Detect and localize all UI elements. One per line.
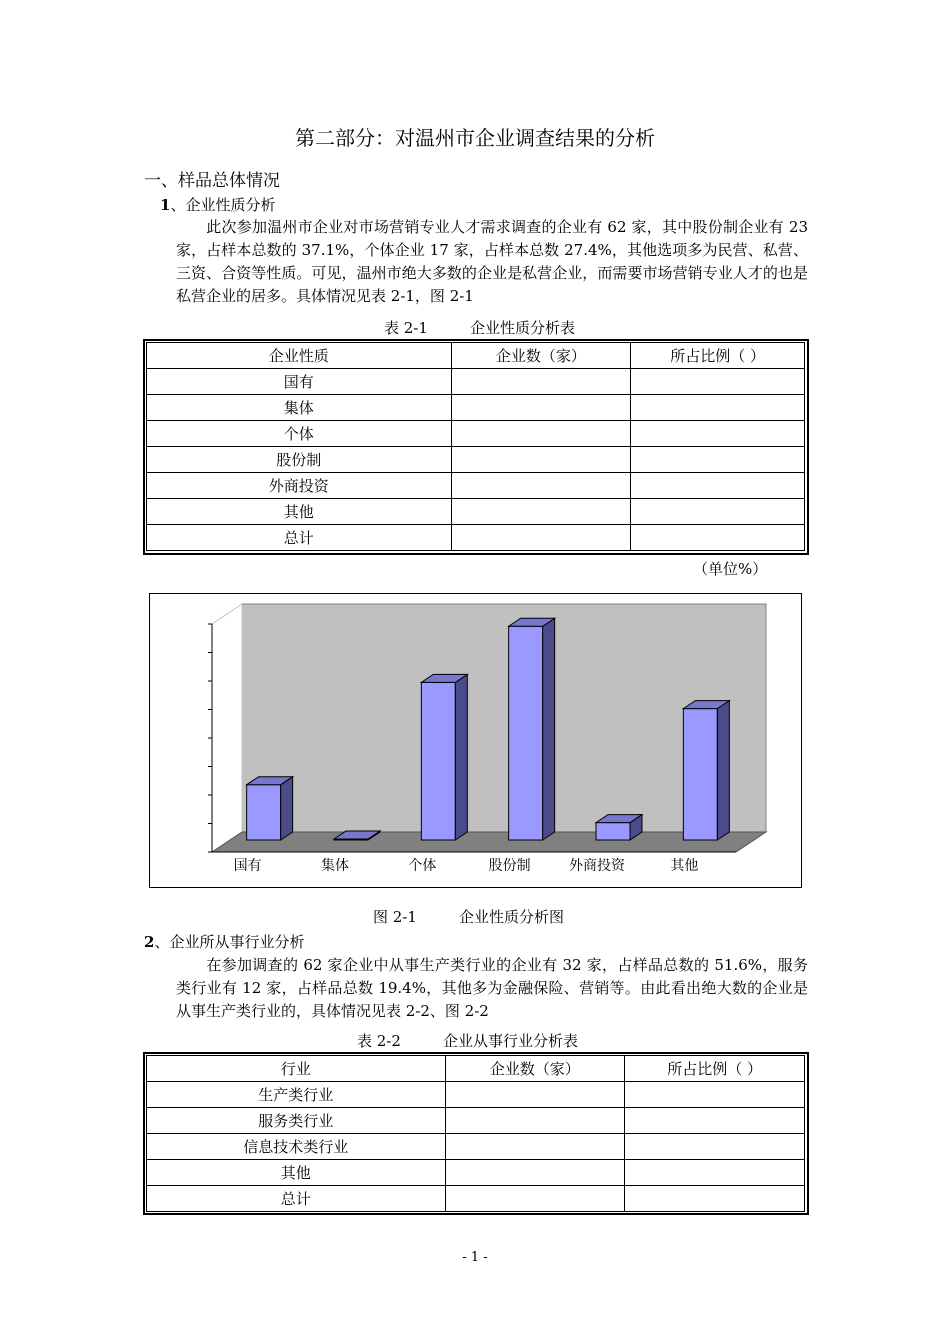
figure-1-caption [373, 906, 564, 927]
table-2-caption [357, 1030, 578, 1051]
table-cell [625, 1108, 805, 1134]
chart-side-wall [212, 604, 242, 852]
chart-bar [509, 626, 543, 840]
table-cell [451, 395, 631, 421]
table-cell [631, 369, 805, 395]
table-cell [631, 421, 805, 447]
paragraph-2-text: 在参加调查的 62 家企业中从事生产类行业的企业有 32 家，占样品总数的 51.6%，服务类行业有 12 家，占样品总数 19.4%，其他多为金融保险、营销等。由此看出绝大数的企业是从事生产类行业的，具体情况见表 2-2、图 2-2 [176, 956, 808, 1020]
table-cell [631, 447, 805, 473]
paragraph-1 [176, 216, 808, 308]
table-cell: 总计 [147, 1186, 446, 1212]
table-header-cell: 企业性质 [147, 343, 452, 369]
table-cell [625, 1186, 805, 1212]
table-cell: 个体 [147, 421, 452, 447]
subsection-text: 、企业性质分析 [170, 196, 276, 214]
table-row [147, 395, 805, 421]
table-cell [625, 1160, 805, 1186]
chart-category-label: 外商投资 [569, 858, 625, 874]
table-cell [445, 1186, 625, 1212]
paragraph-1-text: 此次参加温州市企业对市场营销专业人才需求调查的企业有 62 家，其中股份制企业有 23 家，占样本总数的 37.1%，个体企业 17 家，占样本总数 27.4%，其他选项多为民营、私营、三资、合资等性质。可见，温州市绝大多数的企业是私营企业，而需要市场营销专业人才的也是私营企业的居多。具体情况见表 2-1，图 2-1 [176, 218, 808, 305]
table-cell: 服务类行业 [147, 1108, 446, 1134]
table-cell [451, 499, 631, 525]
table-row [147, 1108, 805, 1134]
chart-category-label: 国有 [233, 858, 262, 874]
table-1 [146, 342, 805, 551]
page-number: - 1 - [462, 1250, 488, 1265]
table-cell: 生产类行业 [147, 1082, 446, 1108]
table-cell [631, 525, 805, 551]
chart-bar [596, 823, 630, 840]
table-cell [625, 1082, 805, 1108]
table-cell: 国有 [147, 369, 452, 395]
table-cell [451, 421, 631, 447]
table-2-caption-num: 表 2-2 [357, 1032, 401, 1050]
chart-bar [421, 682, 455, 840]
table-header-row [147, 343, 805, 369]
section-heading: 一、样品总体情况 [144, 171, 280, 191]
bar-chart [150, 594, 801, 887]
chart-bar-side [543, 618, 555, 840]
table-row [147, 1186, 805, 1212]
subsection-number: 1 [160, 196, 171, 214]
table-cell: 信息技术类行业 [147, 1134, 446, 1160]
table-row [147, 525, 805, 551]
paragraph-2 [176, 954, 808, 1023]
table-header-row [147, 1056, 805, 1082]
chart-category-label: 集体 [321, 858, 349, 874]
table-1-caption-text: 企业性质分析表 [469, 319, 575, 337]
table-cell: 集体 [147, 395, 452, 421]
table-cell: 其他 [147, 1160, 446, 1186]
chart-bar-side [717, 701, 729, 840]
table-2 [146, 1055, 805, 1212]
table-row [147, 447, 805, 473]
table-2-caption-text: 企业从事行业分析表 [442, 1032, 578, 1050]
figure-1-caption-text: 企业性质分析图 [458, 908, 564, 926]
subsection-number: 2 [144, 933, 155, 951]
chart-bar-side [281, 777, 293, 840]
unit-note: （单位%） [693, 560, 768, 578]
table-cell: 外商投资 [147, 473, 452, 499]
table-row [147, 499, 805, 525]
table-header-cell: 行业 [147, 1056, 446, 1082]
table-header-cell: 企业数（家） [445, 1056, 625, 1082]
table-cell [451, 447, 631, 473]
figure-1-caption-num: 图 2-1 [373, 908, 417, 926]
subsection-text: 、企业所从事行业分析 [154, 933, 305, 951]
table-1-caption-num: 表 2-1 [384, 319, 428, 337]
table-header-cell: 所占比例（ ） [625, 1056, 805, 1082]
table-cell [445, 1134, 625, 1160]
table-cell: 股份制 [147, 447, 452, 473]
table-row [147, 1082, 805, 1108]
chart-category-label: 股份制 [488, 858, 531, 874]
table-row [147, 1160, 805, 1186]
table-cell [445, 1082, 625, 1108]
table-1-caption [384, 317, 575, 338]
subsection-heading-2 [144, 931, 304, 952]
table-cell [631, 473, 805, 499]
table-cell [631, 499, 805, 525]
table-header-cell: 企业数（家） [451, 343, 631, 369]
table-cell: 总计 [147, 525, 452, 551]
table-cell [451, 369, 631, 395]
table-row [147, 421, 805, 447]
chart-category-label: 其他 [670, 858, 699, 874]
table-cell [631, 395, 805, 421]
page-title: 第二部分：对温州市企业调查结果的分析 [295, 126, 655, 150]
chart-bar-side [455, 674, 467, 840]
chart-bar [683, 709, 717, 840]
chart-bar [247, 785, 281, 840]
subsection-heading-1 [160, 194, 275, 215]
chart-frame [149, 593, 802, 888]
table-cell [451, 525, 631, 551]
table-cell [625, 1134, 805, 1160]
table-cell: 其他 [147, 499, 452, 525]
table-row [147, 369, 805, 395]
table-cell [451, 473, 631, 499]
chart-category-label: 个体 [408, 858, 437, 874]
table-row [147, 1134, 805, 1160]
table-cell [445, 1108, 625, 1134]
table-row [147, 473, 805, 499]
table-cell [445, 1160, 625, 1186]
table-header-cell: 所占比例（ ） [631, 343, 805, 369]
